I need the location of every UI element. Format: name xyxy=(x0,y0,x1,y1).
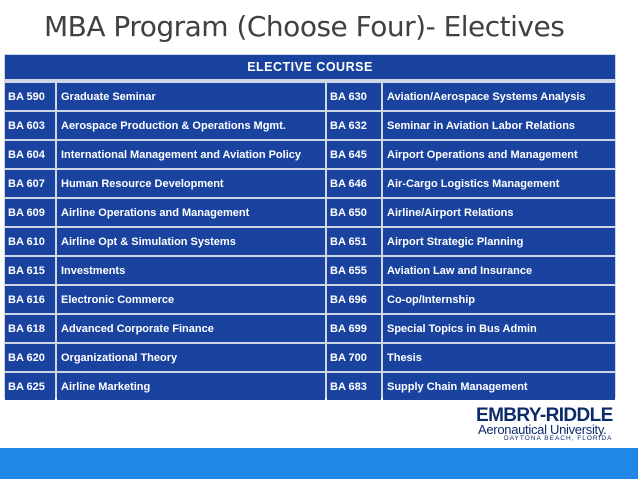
course-name: Airline Operations and Management xyxy=(57,199,325,226)
course-name: Special Topics in Bus Admin xyxy=(383,315,615,342)
footer-bar xyxy=(0,448,638,479)
course-name: Supply Chain Management xyxy=(383,373,615,400)
course-name: Thesis xyxy=(383,344,615,371)
logo-line-3: DAYTONA BEACH, FLORIDA xyxy=(504,435,613,442)
course-name: Investments xyxy=(57,257,325,284)
course-code: BA 607 xyxy=(5,170,55,197)
course-code: BA 650 xyxy=(327,199,381,226)
course-name: Air-Cargo Logistics Management xyxy=(383,170,615,197)
course-code: BA 603 xyxy=(5,112,55,139)
course-code: BA 655 xyxy=(327,257,381,284)
slide-title: MBA Program (Choose Four)- Electives xyxy=(44,10,565,43)
course-name: Graduate Seminar xyxy=(57,83,325,110)
course-code: BA 604 xyxy=(5,141,55,168)
embry-riddle-logo xyxy=(476,405,636,441)
logo-line-1: EMBRY-RIDDLE xyxy=(476,405,613,426)
course-name: Airline/Airport Relations xyxy=(383,199,615,226)
course-code: BA 632 xyxy=(327,112,381,139)
course-name: Aviation Law and Insurance xyxy=(383,257,615,284)
course-name: Human Resource Development xyxy=(57,170,325,197)
logo-line-2: Aeronautical University. xyxy=(478,422,607,437)
course-name: Advanced Corporate Finance xyxy=(57,315,325,342)
course-code: BA 630 xyxy=(327,83,381,110)
course-code: BA 618 xyxy=(5,315,55,342)
course-name: Aerospace Production & Operations Mgmt. xyxy=(57,112,325,139)
course-code: BA 625 xyxy=(5,373,55,400)
course-name: Co-op/Internship xyxy=(383,286,615,313)
course-name: Airport Strategic Planning xyxy=(383,228,615,255)
course-code: BA 615 xyxy=(5,257,55,284)
electives-table xyxy=(4,54,616,398)
course-code: BA 646 xyxy=(327,170,381,197)
course-name: Seminar in Aviation Labor Relations xyxy=(383,112,615,139)
course-name: Airline Marketing xyxy=(57,373,325,400)
course-code: BA 609 xyxy=(5,199,55,226)
course-code: BA 699 xyxy=(327,315,381,342)
course-code: BA 620 xyxy=(5,344,55,371)
course-code: BA 700 xyxy=(327,344,381,371)
course-code: BA 610 xyxy=(5,228,55,255)
course-code: BA 683 xyxy=(327,373,381,400)
table-header: ELECTIVE COURSE xyxy=(5,55,615,79)
course-code: BA 590 xyxy=(5,83,55,110)
course-code: BA 651 xyxy=(327,228,381,255)
course-code: BA 696 xyxy=(327,286,381,313)
course-code: BA 616 xyxy=(5,286,55,313)
course-name: Aviation/Aerospace Systems Analysis xyxy=(383,83,615,110)
course-name: Organizational Theory xyxy=(57,344,325,371)
course-name: Electronic Commerce xyxy=(57,286,325,313)
course-name: Airline Opt & Simulation Systems xyxy=(57,228,325,255)
course-code: BA 645 xyxy=(327,141,381,168)
course-name: Airport Operations and Management xyxy=(383,141,615,168)
course-name: International Management and Aviation Policy xyxy=(57,141,325,168)
